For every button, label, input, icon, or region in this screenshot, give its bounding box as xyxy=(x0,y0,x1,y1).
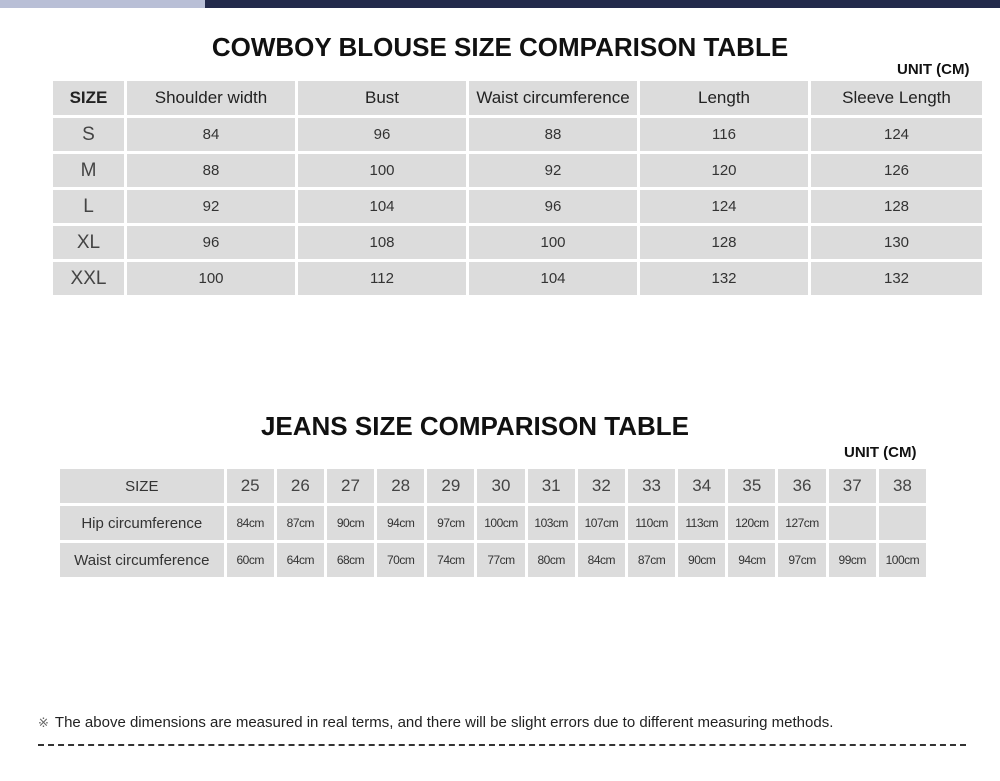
blouse-table-cell: 112 xyxy=(297,261,468,297)
jeans-column-header: 26 xyxy=(275,468,325,505)
jeans-column-header: 28 xyxy=(376,468,426,505)
blouse-table-row xyxy=(52,153,984,189)
jeans-table-cell: 90cm xyxy=(325,505,375,542)
jeans-table-cell: 87cm xyxy=(626,542,676,579)
blouse-table-cell: 108 xyxy=(297,225,468,261)
jeans-table-title: JEANS SIZE COMPARISON TABLE xyxy=(260,411,690,441)
blouse-table-cell: 124 xyxy=(810,117,984,153)
jeans-table-cell: 110cm xyxy=(626,505,676,542)
blouse-table-cell: 132 xyxy=(810,261,984,297)
top-banner-dark-segment xyxy=(205,0,1000,8)
jeans-column-header: 27 xyxy=(325,468,375,505)
jeans-table-cell: 70cm xyxy=(376,542,426,579)
measurement-note-text: The above dimensions are measured in real terms, and there will be slight errors due to different measuring methods. xyxy=(54,714,834,731)
blouse-table-cell: 128 xyxy=(639,225,810,261)
jeans-table-cell: 97cm xyxy=(426,505,476,542)
blouse-table-row xyxy=(52,261,984,297)
blouse-table-cell: 130 xyxy=(810,225,984,261)
blouse-table-cell: 96 xyxy=(126,225,297,261)
blouse-table-cell: 100 xyxy=(126,261,297,297)
blouse-column-header: Sleeve Length xyxy=(810,80,984,117)
blouse-table-row xyxy=(52,189,984,225)
jeans-table-cell: 94cm xyxy=(727,542,777,579)
blouse-table-cell: 92 xyxy=(126,189,297,225)
jeans-table-cell xyxy=(877,505,927,542)
jeans-table-cell: 113cm xyxy=(677,505,727,542)
jeans-table-cell: 74cm xyxy=(426,542,476,579)
jeans-table-cell: 99cm xyxy=(827,542,877,579)
jeans-table-cell: 80cm xyxy=(526,542,576,579)
jeans-table-cell: 107cm xyxy=(576,505,626,542)
jeans-column-header: 31 xyxy=(526,468,576,505)
reference-mark-icon: ※ xyxy=(38,715,49,730)
jeans-column-header: 32 xyxy=(576,468,626,505)
blouse-column-header: Shoulder width xyxy=(126,80,297,117)
jeans-table-cell: 100cm xyxy=(877,542,927,579)
jeans-unit-label: UNIT (CM) xyxy=(844,444,917,461)
blouse-table-cell: 104 xyxy=(297,189,468,225)
jeans-table-cell: 64cm xyxy=(275,542,325,579)
jeans-column-header: 33 xyxy=(626,468,676,505)
blouse-row-label: L xyxy=(52,189,126,225)
jeans-table-row xyxy=(59,542,928,579)
jeans-table-cell: 97cm xyxy=(777,542,827,579)
jeans-size-table xyxy=(57,466,929,580)
jeans-column-header: 25 xyxy=(225,468,275,505)
blouse-column-header: Bust xyxy=(297,80,468,117)
jeans-table-cell: 100cm xyxy=(476,505,526,542)
blouse-column-header: Waist circumference xyxy=(468,80,639,117)
blouse-table-cell: 88 xyxy=(468,117,639,153)
blouse-column-header: Length xyxy=(639,80,810,117)
jeans-table-cell: 90cm xyxy=(677,542,727,579)
blouse-table-cell: 92 xyxy=(468,153,639,189)
jeans-table-cell: 60cm xyxy=(225,542,275,579)
blouse-table-cell: 96 xyxy=(468,189,639,225)
jeans-row-label: Hip circumference xyxy=(59,505,226,542)
jeans-table-cell: 87cm xyxy=(275,505,325,542)
blouse-table-cell: 100 xyxy=(297,153,468,189)
jeans-table-cell: 84cm xyxy=(576,542,626,579)
blouse-table-row xyxy=(52,117,984,153)
blouse-row-label: M xyxy=(52,153,126,189)
jeans-table-cell: 77cm xyxy=(476,542,526,579)
jeans-table-cell: 120cm xyxy=(727,505,777,542)
jeans-column-header: 35 xyxy=(727,468,777,505)
jeans-column-header: 30 xyxy=(476,468,526,505)
blouse-column-header: SIZE xyxy=(52,80,126,117)
blouse-table-title: COWBOY BLOUSE SIZE COMPARISON TABLE xyxy=(211,32,789,62)
jeans-table-cell: 94cm xyxy=(376,505,426,542)
blouse-size-table xyxy=(50,78,985,298)
jeans-column-header: 37 xyxy=(827,468,877,505)
measurement-note xyxy=(38,714,833,731)
jeans-header-row xyxy=(59,468,928,505)
blouse-table-row xyxy=(52,225,984,261)
jeans-column-header: SIZE xyxy=(59,468,226,505)
jeans-column-header: 36 xyxy=(777,468,827,505)
blouse-table-cell: 84 xyxy=(126,117,297,153)
jeans-table-cell: 127cm xyxy=(777,505,827,542)
blouse-table-cell: 126 xyxy=(810,153,984,189)
jeans-column-header: 29 xyxy=(426,468,476,505)
blouse-table-cell: 120 xyxy=(639,153,810,189)
blouse-table-cell: 88 xyxy=(126,153,297,189)
blouse-row-label: XXL xyxy=(52,261,126,297)
top-banner xyxy=(0,0,1000,10)
blouse-table-cell: 128 xyxy=(810,189,984,225)
jeans-table-cell xyxy=(827,505,877,542)
jeans-table-cell: 68cm xyxy=(325,542,375,579)
jeans-table-cell: 84cm xyxy=(225,505,275,542)
blouse-unit-label: UNIT (CM) xyxy=(897,61,970,78)
blouse-table-cell: 132 xyxy=(639,261,810,297)
dashed-divider xyxy=(38,744,966,746)
jeans-row-label: Waist circumference xyxy=(59,542,226,579)
blouse-header-row xyxy=(52,80,984,117)
jeans-column-header: 38 xyxy=(877,468,927,505)
jeans-table-cell: 103cm xyxy=(526,505,576,542)
blouse-table-cell: 116 xyxy=(639,117,810,153)
blouse-table-cell: 104 xyxy=(468,261,639,297)
jeans-table-row xyxy=(59,505,928,542)
blouse-table-cell: 100 xyxy=(468,225,639,261)
blouse-row-label: XL xyxy=(52,225,126,261)
top-banner-light-segment xyxy=(0,0,205,8)
blouse-table-cell: 124 xyxy=(639,189,810,225)
jeans-column-header: 34 xyxy=(677,468,727,505)
blouse-table-cell: 96 xyxy=(297,117,468,153)
blouse-row-label: S xyxy=(52,117,126,153)
